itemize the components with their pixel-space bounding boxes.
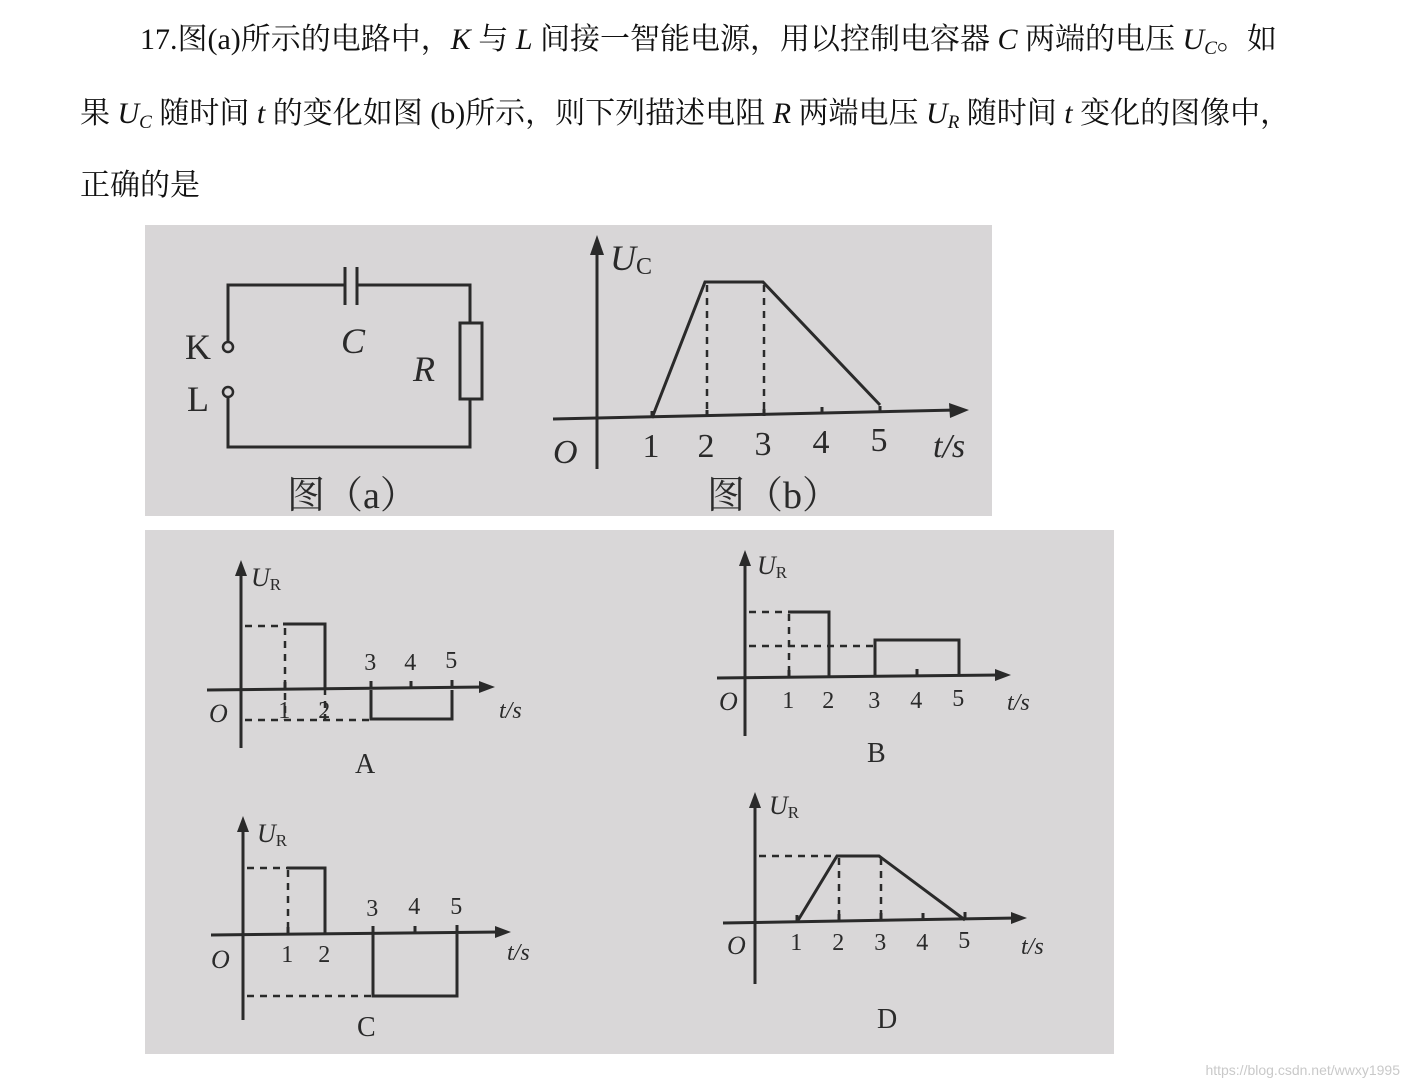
option-b-tick-label: 4 xyxy=(910,688,923,714)
question-text-run: 的变化如图 (b)所示，则下列描述电阻 xyxy=(265,97,773,130)
svg-text:t/s: t/s xyxy=(499,698,522,724)
option-c-graph xyxy=(211,816,530,1043)
question-text-run: 17.图(a)所示的电路中， xyxy=(140,23,451,56)
watermark-text: https://blog.csdn.net/wwxy1995 xyxy=(1205,1062,1400,1078)
graph-b-origin: O xyxy=(553,434,578,471)
graph-b-tick-label: 3 xyxy=(754,426,772,463)
question-text-run: L xyxy=(515,23,533,56)
graph-b-x-axis xyxy=(553,410,957,419)
graph-b-tick-label: 1 xyxy=(642,428,660,465)
capacitor-label: C xyxy=(341,321,366,361)
option-b-tick-label: 1 xyxy=(782,688,795,714)
option-d-tick-label: 4 xyxy=(916,930,929,956)
question-text-run: 两端电压 xyxy=(791,97,927,130)
svg-text:UR: UR xyxy=(769,791,800,822)
question-text-run: 间接一智能电源，用以控制电容器 xyxy=(532,23,998,56)
question-text-run: 变化的图像中， xyxy=(1072,97,1291,130)
question-text-run: 两端的电压 xyxy=(1017,23,1183,56)
option-c-label: C xyxy=(357,1012,376,1043)
option-c-tick-label: 4 xyxy=(408,894,421,920)
svg-text:UR: UR xyxy=(757,551,788,582)
resistor-symbol xyxy=(460,323,482,399)
option-a-label: A xyxy=(355,749,376,780)
svg-text:O: O xyxy=(719,687,738,716)
option-b-tick-label: 5 xyxy=(952,686,965,712)
terminal-k-label: K xyxy=(185,327,211,367)
graph-b-uc-curve xyxy=(652,282,880,418)
option-b-tick-label: 3 xyxy=(868,688,881,714)
svg-text:t/s: t/s xyxy=(1021,934,1044,960)
terminal-k-dot xyxy=(223,342,233,352)
question-text-run: K xyxy=(450,23,471,56)
svg-text:O: O xyxy=(727,931,746,960)
svg-text:O: O xyxy=(209,699,228,728)
graph-b-tick-label: 4 xyxy=(812,424,830,461)
question-line-1 xyxy=(140,20,1277,69)
question-line-3: 正确的是 xyxy=(80,169,200,202)
option-a-tick-label: 2 xyxy=(318,698,331,724)
option-a-graph xyxy=(207,560,522,780)
terminal-l-label: L xyxy=(187,379,209,419)
option-c-tick-label: 1 xyxy=(281,942,294,968)
option-d-label: D xyxy=(877,1004,898,1035)
option-d-tick-label: 3 xyxy=(874,930,887,956)
option-c-tick-label: 2 xyxy=(318,942,331,968)
option-b-label: B xyxy=(867,738,886,769)
circuit-diagram xyxy=(185,267,482,516)
question-text-run: R xyxy=(947,112,960,133)
graph-b xyxy=(553,235,969,516)
svg-text:t/s: t/s xyxy=(1007,690,1030,716)
svg-text:UR: UR xyxy=(257,819,288,850)
question-text-run: C xyxy=(1204,38,1217,59)
question-text-run: C xyxy=(139,112,152,133)
question-text-run: t xyxy=(256,97,266,130)
option-c-tick-label: 5 xyxy=(450,894,463,920)
question-text-run: 与 xyxy=(470,23,516,56)
question-text-run: U xyxy=(117,97,140,130)
question-text-run: t xyxy=(1064,97,1073,130)
option-a-tick-label: 4 xyxy=(404,650,417,676)
svg-text:O: O xyxy=(211,945,230,974)
option-d-tick-label: 1 xyxy=(790,930,803,956)
question-text-run: R xyxy=(772,97,792,130)
graph-b-y-arrow xyxy=(590,235,604,255)
svg-text:t/s: t/s xyxy=(507,940,530,966)
option-b-tick-label: 2 xyxy=(822,688,835,714)
option-a-tick-label: 5 xyxy=(445,648,458,674)
option-a-tick-label: 1 xyxy=(278,698,291,724)
figure-a-caption: 图（a） xyxy=(287,475,418,516)
options-photo xyxy=(145,530,1114,1054)
option-d-tick-label: 5 xyxy=(958,928,971,954)
graph-b-x-label: t/s xyxy=(933,428,966,465)
graph-b-y-label: UC xyxy=(610,238,653,280)
question-text-run: U xyxy=(926,97,948,130)
question-text-run: 果 xyxy=(80,97,118,130)
question-text-run: U xyxy=(1182,23,1205,56)
option-a-tick-label: 3 xyxy=(364,650,377,676)
option-c-tick-label: 3 xyxy=(366,896,379,922)
figure-ab-photo xyxy=(145,225,992,516)
option-d-tick-label: 2 xyxy=(832,930,845,956)
question-line-2 xyxy=(80,94,1290,143)
graph-b-x-arrow xyxy=(949,403,969,418)
question-text-run: 。如 xyxy=(1216,23,1277,56)
terminal-l-dot xyxy=(223,387,233,397)
resistor-label: R xyxy=(413,349,435,389)
graph-b-tick-label: 2 xyxy=(697,428,715,465)
option-d-graph xyxy=(723,791,1044,1035)
question-text-run: C xyxy=(997,23,1018,56)
question-text-run: 随时间 xyxy=(151,97,257,130)
question-text-run: 随时间 xyxy=(959,97,1065,130)
graph-b-tick-label: 5 xyxy=(870,422,888,459)
svg-text:UR: UR xyxy=(251,563,282,594)
figure-b-caption: 图（b） xyxy=(707,475,841,516)
option-b-graph xyxy=(717,550,1030,769)
